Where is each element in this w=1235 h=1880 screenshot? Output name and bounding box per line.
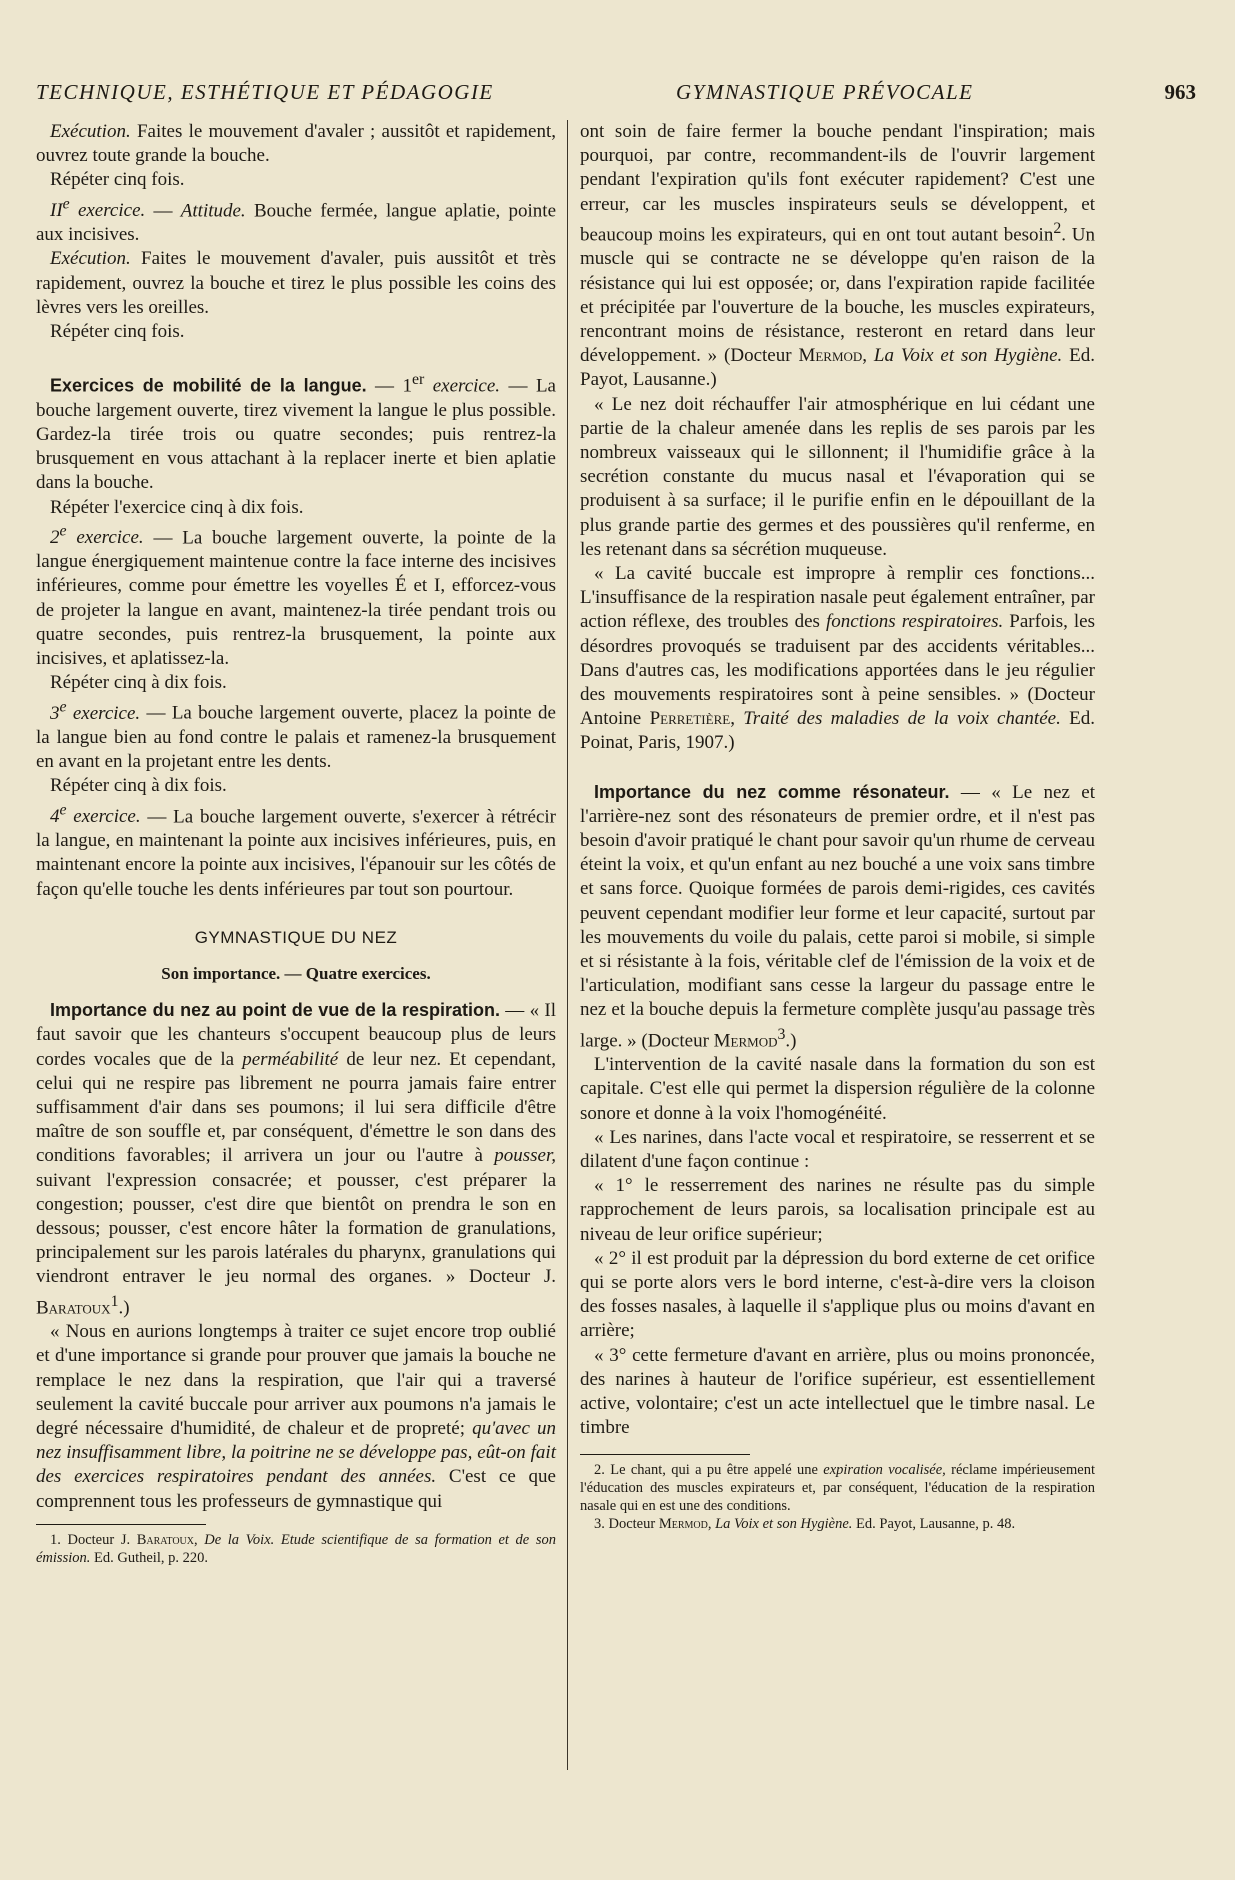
paragraph: Répéter l'exercice cinq à dix fois. [50, 496, 304, 518]
paragraph: 4e exercice. — La bouche largement ouverte, s'exercer à rétrécir la langue, en maintenant la pointe aux incisives inférieures, puis, en maintenant encore la pointe aux incisives, l'épanouir sur les côtés de façon qu'elle touche les dents inférieures par tout son pourtour. [36, 801, 556, 900]
left-column [36, 120, 556, 1567]
paragraph: Répéter cinq à dix fois. [50, 672, 227, 694]
right-column [580, 120, 1095, 1533]
page-number: 963 [1164, 80, 1196, 104]
section-tongue-exercises: Exercices de mobilité de la langue. — 1er exercice. — La bouche largement ouverte, tirez vivement la langue le plus possible. Gardez-la tirée trois ou quatre secondes; puis rentrez-la brusquement en vous attachant à la replacer inerte et bien aplatie dans la bouche. [36, 371, 556, 494]
column-divider [567, 120, 568, 1770]
section-nose-respiration: Importance du nez au point de vue de la respiration. — « Il faut savoir que les chanteurs s'occupent beaucoup plus de leurs cordes vocales que de la perméabilité de leur nez. Et cependant, celui qui ne respire pas librement ne pourra jamais faire entrer suffisamment d'air dans ses poumons; il lui sera difficile d'être maître de son souffle et, par conséquent, d'émettre le son dans des conditions favorables; il arrivera un jour ou l'autre à pousser, suivant l'expression consacrée; et pousser, c'est préparer la congestion; pousser, c'est dire que bientôt on prendra le son en dessous; pousser, c'est encore hâter la formation de granulations, principalement sur les parois latérales du pharynx, granulations qui viendront entraver le jeu normal des organes. » Docteur J. Baratoux$^1$.) [36, 1000, 556, 1318]
paragraph: « La cavité buccale est impropre à remplir ces fonctions... L'insuffisance de la respiration nasale peut également entraîner, par action réflexe, des troubles des fonctions respiratoires. Parfois, les désordres provoqués se traduisent par des accidents véritables... Dans d'autres cas, les modifications apportées dans le jeu régulier des mouvements respiratoires sont à peine sensibles. » (Docteur Antoine Perretière, Traité des maladies de la voix chantée. Ed. Poinat, Paris, 1907.) [580, 562, 1096, 754]
paragraph: 2e exercice. — La bouche largement ouverte, la pointe de la langue énergiquement maintenue contre la face interne des incisives inférieures, comme pour émettre les voyelles É et I, efforcez-vous de projeter la langue en avant, maintenez-la tirée pendant trois ou quatre secondes, puis rentrez-la brusquement, la pointe aux incisives, et aplatissez-la. [36, 522, 556, 670]
header-center-title: GYMNASTIQUE PRÉVOCALE [676, 80, 974, 104]
paragraph: « 1° le resserrement des narines ne résulte pas du simple rapprochement de leurs parois, sa localisation principale est au niveau de leur orifice supérieur; [580, 1175, 1095, 1245]
running-header [36, 80, 1196, 110]
header-left-title: TECHNIQUE, ESTHÉTIQUE ET PÉDAGOGIE [36, 80, 494, 104]
paragraph: IIe exercice. — Attitude. Bouche fermée, langue aplatie, pointe aux incisives. [36, 195, 556, 246]
footnote-2: 2. Le chant, qui a pu être appelé une expiration vocalisée, réclame impérieusement l'éducation des muscles expirateurs et, par conséquent, l'éducation de la respiration nasale qui en est une des conditions. [580, 1462, 1095, 1515]
paragraph: L'intervention de la cavité nasale dans la formation du son est capitale. C'est elle qui permet la dispersion régulière de la colonne sonore et donne à la voix l'homogénéité. [580, 1054, 1095, 1124]
paragraph: Répéter cinq à dix fois. [50, 775, 227, 797]
paragraph: Exécution. Faites le mouvement d'avaler ; aussitôt et rapidement, ouvrez toute grande la bouche. [36, 121, 556, 167]
footnote-rule [580, 1454, 750, 1455]
paragraph: ont soin de faire fermer la bouche pendant l'inspiration; mais pourquoi, par contre, recommandent-ils de l'ouvrir largement pendant l'expiration qu'ils font exécuter rapidement? C'est une erreur, car les muscles inspirateurs seuls se développent, et beaucoup moins les expirateurs, qui en ont tout autant besoin$^2$. Un muscle qui se contracte ne se développe qu'en raison de la résistance qui lui est opposée; or, dans l'expiration rapide facilitée et précipitée par l'ouverture de la bouche, les muscles expirateurs, rencontrant moins de résistance, resteront en retard dans leur développement. » (Docteur Mermod, La Voix et son Hygiène. Ed. Payot, Lausanne.) [580, 121, 1096, 391]
footnote-1: 1. Docteur J. Baratoux, De la Voix. Etude scientifique de sa formation et de son émission. Ed. Gutheil, p. 220. [36, 1531, 557, 1566]
paragraph: « Nous en aurions longtemps à traiter ce sujet encore trop oublié et d'une importance si grande pour prouver que jamais la bouche ne remplace le nez dans la respiration, que l'air qui a traversé seulement la cavité buccale pour arriver aux poumons n'a jamais le degré nécessaire d'humidité, de chaleur et de propreté; qu'avec un nez insuffisamment libre, la poitrine ne se développe pas, eût-on fait des exercices respiratoires pendant des années. C'est ce que comprennent tous les professeurs de gymnastique qui [36, 1321, 556, 1512]
paragraph: « Le nez doit réchauffer l'air atmosphérique en lui cédant une partie de la chaleur amenée dans les replis de ses parois par les nombreux vaisseaux qui le sillonnent; il l'humidifie grâce à la secrétion constante du mucus nasal et l'évaporation qui se produisent à sa surface; il le purifie enfin en le dépouillant de la plus grande partie des germes et des poussières qu'il renferme, en les retenant dans sa sécrétion muqueuse. [580, 393, 1095, 560]
paragraph: 3e exercice. — La bouche largement ouverte, placez la pointe de la langue bien au fond contre le palais et ramenez-la brusquement en avant en la projetant entre les dents. [36, 698, 556, 773]
paragraph: « 2° il est produit par la dépression du bord externe de cet orifice qui se porte alors vers le bord interne, c'est-à-dire vers la cloison des fosses nasales, à laquelle il s'applique plus ou moins d'avant en arrière; [580, 1247, 1095, 1342]
paragraph: Exécution. Faites le mouvement d'avaler, puis aussitôt et très rapidement, ouvrez la bouche et tirez le plus possible les coins des lèvres vers les oreilles. [36, 248, 556, 318]
paragraph: Répéter cinq fois. [50, 320, 185, 342]
section-title: GYMNASTIQUE DU NEZ [194, 927, 398, 947]
paragraph: « 3° cette fermeture d'avant en arrière, plus ou moins prononcée, des narines à hauteur de l'orifice supérieur, est essentiellement active, volontaire; c'est un acte intellectuel que le timbre nasal. Le timbre [580, 1344, 1095, 1439]
footnote-3: 3. Docteur Mermod, La Voix et son Hygiène. Ed. Payot, Lausanne, p. 48. [594, 1516, 1016, 1533]
section-subtitle: Son importance. — Quatre exercices. [161, 963, 431, 983]
footnote-rule [36, 1524, 206, 1525]
section-nose-resonator: Importance du nez comme résonateur. — « Le nez et l'arrière-nez sont des résonateurs de premier ordre, et il n'est pas besoin d'avoir pratiqué le chant pour savoir qu'un rhume de cerveau éteint la voix, et qu'un enfant au nez bouché a une voix sans timbre et sans force. Quoique formées de parois demi-rigides, ces cavités peuvent cependant modifier leur forme et leur capacité, surtout par les mouvements du voile du palais, cette paroi si mobile, si simple et si résistante à la fois, véritable clef de l'émission de la voix et de l'articulation, modifiant sans cesse la largeur du passage entre le nez et la bouche depuis la fermeture complète jusqu'au passage très large. » (Docteur Mermod$^3$.) [580, 781, 1096, 1051]
paragraph: Répéter cinq fois. [50, 169, 185, 191]
paragraph: « Les narines, dans l'acte vocal et respiratoire, se resserrent et se dilatent d'une façon continue : [580, 1126, 1095, 1172]
